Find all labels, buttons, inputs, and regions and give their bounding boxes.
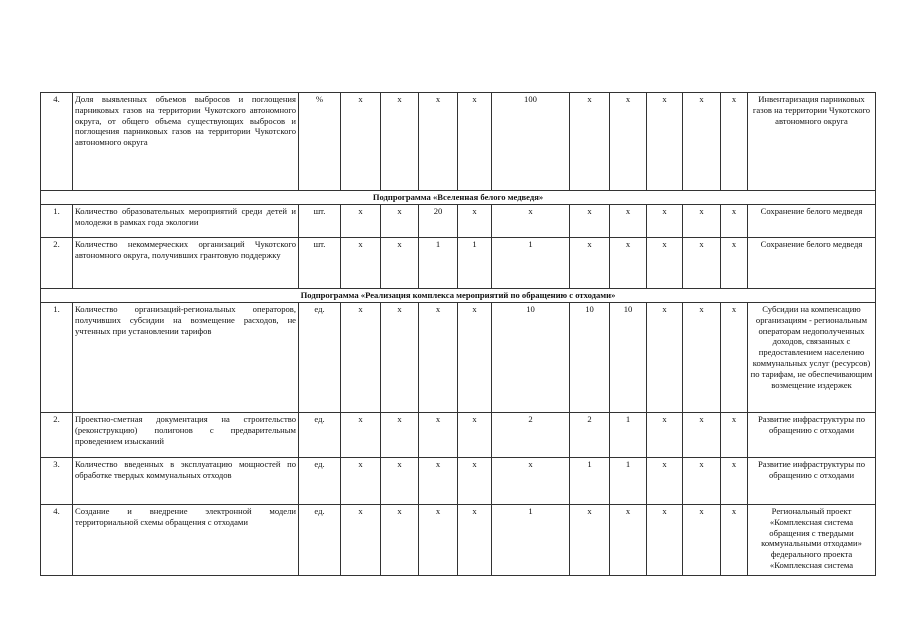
value-cell: x <box>381 205 419 238</box>
row-number: 4. <box>41 505 73 576</box>
value-cell: x <box>647 238 683 289</box>
unit-cell: ед. <box>299 505 341 576</box>
value-cell: x <box>647 505 683 576</box>
value-cell: x <box>647 303 683 413</box>
row-number: 4. <box>41 93 73 191</box>
value-cell: x <box>492 205 570 238</box>
value-cell: 10 <box>570 303 610 413</box>
value-cell: x <box>341 413 381 458</box>
document-page <box>40 92 875 576</box>
value-cell: x <box>721 413 748 458</box>
value-cell: x <box>721 303 748 413</box>
subprogram-title: Подпрограмма «Реализация комплекса мероприятий по обращению с отходами» <box>41 289 876 303</box>
table-row <box>41 303 876 413</box>
value-cell: 1 <box>610 458 647 505</box>
value-cell: x <box>610 205 647 238</box>
value-cell: x <box>570 93 610 191</box>
value-cell: 1 <box>492 238 570 289</box>
indicators-table <box>40 92 876 576</box>
value-cell: x <box>647 413 683 458</box>
value-cell: x <box>341 458 381 505</box>
value-cell: x <box>381 93 419 191</box>
table-row <box>41 93 876 191</box>
value-cell: x <box>570 238 610 289</box>
value-cell: x <box>341 505 381 576</box>
result-cell: Сохранение белого медведя <box>748 205 876 238</box>
indicator-name: Количество некоммерческих организаций Чукотского автономного округа, получивших грантовую поддержку <box>73 238 299 289</box>
value-cell: 100 <box>492 93 570 191</box>
value-cell: x <box>458 205 492 238</box>
result-cell: Субсидии на компенсацию организациям - региональным операторам недополученных доходов, связанных с предоставлением населению коммунальных услуг (ресурсов) по тарифам, не обеспечивающим возмещение издержек <box>748 303 876 413</box>
value-cell: x <box>381 505 419 576</box>
value-cell: x <box>683 413 721 458</box>
value-cell: 2 <box>492 413 570 458</box>
value-cell: x <box>341 93 381 191</box>
value-cell: x <box>381 413 419 458</box>
row-number: 2. <box>41 238 73 289</box>
indicator-name: Доля выявленных объемов выбросов и поглощения парниковых газов на территории Чукотского автономного округа, от общего объема существующих выбросов и поглощения парниковых газов на территории Чукотского автономного округа <box>73 93 299 191</box>
value-cell: x <box>721 238 748 289</box>
value-cell: x <box>381 238 419 289</box>
table-row <box>41 238 876 289</box>
value-cell: 1 <box>492 505 570 576</box>
value-cell: x <box>458 413 492 458</box>
subprogram-row <box>41 289 876 303</box>
value-cell: x <box>610 505 647 576</box>
value-cell: x <box>341 303 381 413</box>
result-cell: Региональный проект «Комплексная система обращения с твердыми коммунальными отходами» федерального проекта «Комплексная система <box>748 505 876 576</box>
value-cell: 1 <box>419 238 458 289</box>
value-cell: x <box>683 458 721 505</box>
value-cell: x <box>721 458 748 505</box>
value-cell: x <box>381 303 419 413</box>
value-cell: x <box>683 205 721 238</box>
value-cell: 20 <box>419 205 458 238</box>
unit-cell: % <box>299 93 341 191</box>
row-number: 1. <box>41 303 73 413</box>
table-row <box>41 413 876 458</box>
unit-cell: шт. <box>299 205 341 238</box>
result-cell: Сохранение белого медведя <box>748 238 876 289</box>
value-cell: x <box>683 303 721 413</box>
value-cell: x <box>419 413 458 458</box>
value-cell: x <box>341 238 381 289</box>
result-cell: Развитие инфраструктуры по обращению с отходами <box>748 413 876 458</box>
value-cell: x <box>458 303 492 413</box>
value-cell: x <box>647 205 683 238</box>
value-cell: x <box>647 458 683 505</box>
indicator-name: Количество организаций-региональных операторов, получивших субсидии на возмещение расходов, не учтенных при установлении тарифов <box>73 303 299 413</box>
indicator-name: Количество введенных в эксплуатацию мощностей по обработке твердых коммунальных отходов <box>73 458 299 505</box>
indicator-name: Создание и внедрение электронной модели территориальной схемы обращения с отходами <box>73 505 299 576</box>
value-cell: x <box>683 505 721 576</box>
row-number: 1. <box>41 205 73 238</box>
value-cell: x <box>419 303 458 413</box>
value-cell: x <box>381 458 419 505</box>
indicator-name: Количество образовательных мероприятий среди детей и молодежи в рамках года экологии <box>73 205 299 238</box>
table-row <box>41 205 876 238</box>
unit-cell: шт. <box>299 238 341 289</box>
row-number: 3. <box>41 458 73 505</box>
indicator-name: Проектно-сметная документация на строительство (реконструкцию) полигонов с предварительным проведением изысканий <box>73 413 299 458</box>
value-cell: 10 <box>492 303 570 413</box>
value-cell: x <box>458 505 492 576</box>
value-cell: x <box>419 505 458 576</box>
unit-cell: ед. <box>299 413 341 458</box>
value-cell: 2 <box>570 413 610 458</box>
value-cell: x <box>610 238 647 289</box>
unit-cell: ед. <box>299 303 341 413</box>
value-cell: 1 <box>610 413 647 458</box>
value-cell: x <box>610 93 647 191</box>
value-cell: x <box>341 205 381 238</box>
subprogram-row <box>41 191 876 205</box>
value-cell: 1 <box>458 238 492 289</box>
value-cell: x <box>721 205 748 238</box>
value-cell: x <box>721 93 748 191</box>
result-cell: Инвентаризация парниковых газов на территории Чукотского автономного округа <box>748 93 876 191</box>
table-row <box>41 458 876 505</box>
subprogram-title: Подпрограмма «Вселенная белого медведя» <box>41 191 876 205</box>
value-cell: x <box>419 93 458 191</box>
unit-cell: ед. <box>299 458 341 505</box>
value-cell: x <box>683 93 721 191</box>
value-cell: 1 <box>570 458 610 505</box>
row-number: 2. <box>41 413 73 458</box>
value-cell: x <box>721 505 748 576</box>
value-cell: x <box>570 505 610 576</box>
value-cell: x <box>458 458 492 505</box>
value-cell: x <box>458 93 492 191</box>
table-row <box>41 505 876 576</box>
result-cell: Развитие инфраструктуры по обращению с отходами <box>748 458 876 505</box>
value-cell: 10 <box>610 303 647 413</box>
value-cell: x <box>570 205 610 238</box>
value-cell: x <box>647 93 683 191</box>
value-cell: x <box>683 238 721 289</box>
value-cell: x <box>419 458 458 505</box>
value-cell: x <box>492 458 570 505</box>
